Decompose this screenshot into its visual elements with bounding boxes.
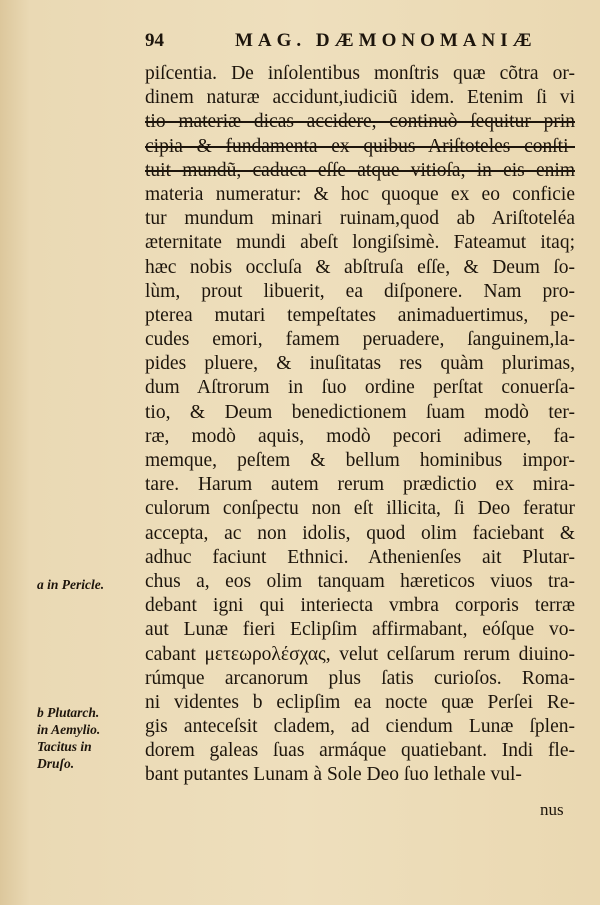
text-line: bant putantes Lunam à Sole Deo ſuo lethale vul- (145, 764, 522, 786)
catchword: nus (540, 800, 564, 819)
text-line: tare. Harum autem rerum prædictio ex mira- (145, 474, 575, 496)
text-line: chus a, eos olim tanquam hæreticos viuos tra- (145, 570, 575, 592)
text-line: gis anteceſsit cladem, ad ciendum Lunæ ſplen- (145, 716, 575, 738)
margin-note-b-3: Tacitus in (37, 739, 92, 754)
text-line: cabant μετεωρολέσχας, velut celſarum rerum diuino- (145, 643, 575, 665)
text-line: memque, peſtem & bellum hominibus impor- (145, 450, 575, 471)
running-title: MAG. DÆMONOMANIÆ (235, 30, 537, 51)
text-line: debant igni qui interiecta vmbra corporis terræ (145, 595, 575, 617)
text-line: piſcentia. De inſolentibus monſtris quæ cõtra or- (145, 63, 575, 84)
page-header (145, 30, 575, 56)
text-line: lùm, prout libuerit, ea diſponere. Nam pro- (145, 280, 575, 302)
text-line: accepta, ac non idolis, quod olim faciebant & (145, 522, 575, 544)
text-line: materia numeratur: & hoc quoque ex eo conficie (145, 183, 575, 205)
text-line: pterea mutari tempeſtates animaduertimus, pe- (145, 304, 575, 326)
text-line: tur mundum minari ruinam,quod ab Ariſtoteléa (145, 208, 575, 230)
text-line: æternitate mundi abeſt longiſsimè. Fateamut itaq; (145, 232, 575, 254)
margin-note-a: a in Pericle. (37, 577, 105, 592)
margin-note-b-2: in Aemylio. (37, 722, 101, 737)
text-line: dinem naturæ accidunt,iudiciũ idem. Etenim ſi vi (145, 87, 575, 109)
text-line: ni videntes b eclipſim ea nocte quæ Perſei Re- (145, 691, 575, 713)
margin-note-b-1: b Plutarch. (37, 705, 100, 720)
text-line: adhuc faciunt Ethnici. Athenienſes ait Plutar- (145, 546, 575, 568)
text-line: rúmque arcanorum plus ſatis curioſos. Roma- (145, 667, 575, 689)
text-line: dum Aſtrorum in ſuo ordine perſtat conuerſa- (145, 377, 575, 399)
struck-text-line: cipia & fundamenta ex quibus Ariſtoteles conſti- (145, 135, 575, 157)
struck-text-line: tio materiæ dicas accidere, continuò ſequitur prin (145, 111, 575, 133)
struck-text-line: tuit mundũ, caduca eſſe atque vitioſa, in eis enim (145, 159, 575, 181)
text-line: aut Lunæ fieri Eclipſim affirmabant, eóſque vo- (145, 619, 575, 641)
margin-note-b-4: Druſo. (37, 756, 75, 771)
text-line: culorum conſpectu non eſt illicita, ſi Deo feratur (145, 498, 575, 520)
text-line: dorem galeas ſuas armáque quatiebant. Indi fle- (145, 740, 575, 762)
text-line: cudes emori, famem peruadere, ſanguinem,la- (145, 329, 575, 351)
text-line: tio, & Deum benedictionem ſuam modò ter- (145, 401, 575, 423)
text-line: hæc nobis occluſa & abſtruſa eſſe, & Deum ſo- (145, 256, 575, 278)
body-text (145, 62, 575, 788)
page-number: 94 (145, 30, 164, 51)
text-line: ræ, modò aquis, modò pecori adimere, fa- (145, 425, 575, 447)
text-line: pides pluere, & inuſitatas res quàm plurimas, (145, 353, 575, 375)
